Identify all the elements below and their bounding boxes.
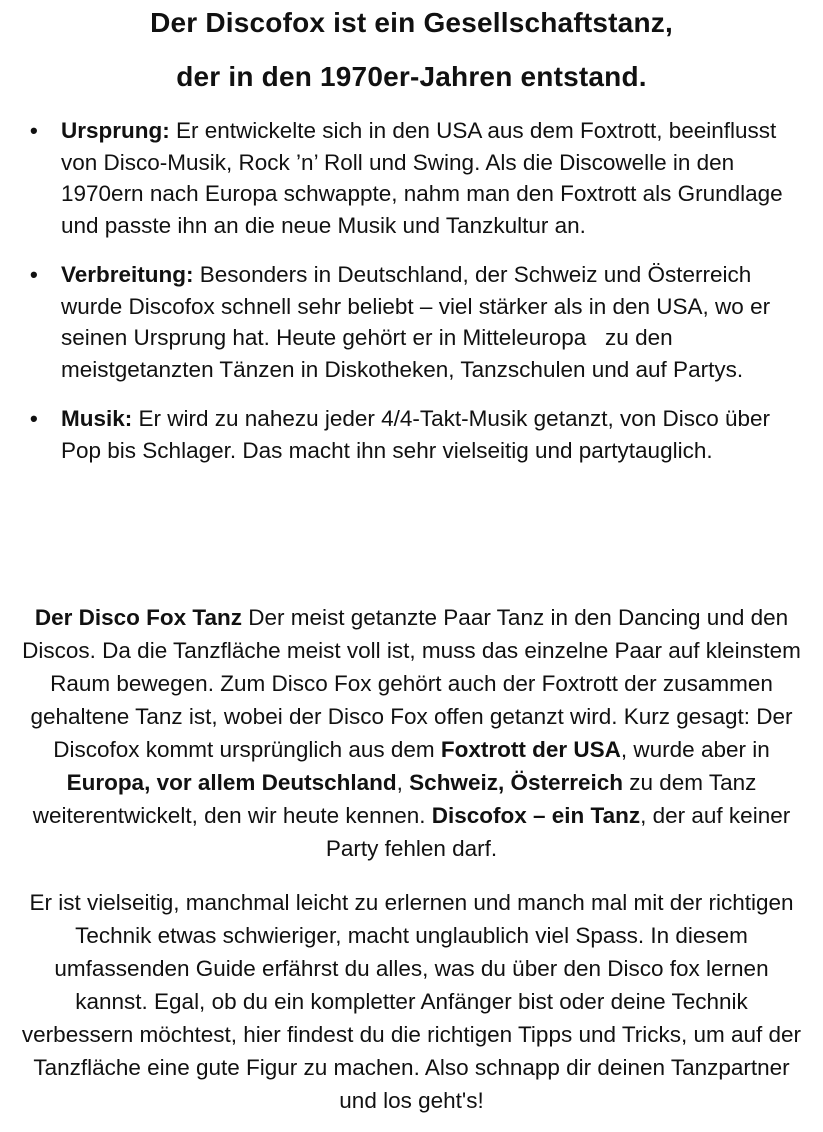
heading-line-1: Der Discofox ist ein Gesellschaftstanz, (150, 7, 673, 38)
paragraph-text: , (396, 770, 410, 795)
heading-line-2: der in den 1970er-Jahren entstand. (176, 61, 647, 92)
bold-phrase: Der Disco Fox Tanz (34, 605, 242, 630)
paragraph-disco-fox-tanz (20, 601, 803, 865)
bullet-text: Er wird zu nahezu jeder 4/4-Takt-Musik getanzt, von Disco über Pop bis Schlager. Das macht ihn sehr vielseitig und partytauglich. (61, 406, 771, 463)
bullet-list (30, 115, 810, 484)
bold-phrase: Foxtrott der USA (440, 737, 621, 762)
bullet-marker: • (30, 406, 38, 431)
bullet-item-ursprung (30, 115, 810, 241)
bullet-label: Musik: (61, 406, 133, 431)
bullet-text: Er entwickelte sich in den USA aus dem Foxtrott, beeinflusst von Disco-Musik, Rock ’n’ Roll und Swing. Als die Discowelle in den 1970ern nach Europa schwappte, nahm man den Foxtrott als Grundlage und passte ihn an die neue Musik und Tanzkultur an. (61, 118, 783, 238)
bold-phrase: Europa, vor allem Deutschland (66, 770, 397, 795)
bullet-label: Verbreitung: (61, 262, 194, 287)
bold-phrase: Discofox – ein Tanz (431, 803, 641, 828)
paragraph-guide: Er ist vielseitig, manchmal leicht zu erlernen und manch mal mit der richtigen Technik etwas schwieriger, macht unglaublich viel Spass. In diesem umfassenden Guide erfährst du alles, was du über den Disco fox lernen kannst. Egal, ob du ein kompletter Anfänger bist oder deine Technik verbessern möchtest, hier findest du die richtigen Tipps und Tricks, um auf der Tanzfläche eine gute Figur zu machen. Also schnapp dir deinen Tanzpartner und los geht's! (21, 890, 802, 1113)
bullet-marker: • (30, 118, 38, 143)
bullet-text: Besonders in Deutschland, der Schweiz und Österreich wurde Discofox schnell sehr beliebt – viel stärker als in den USA, wo er seinen Ursprung hat. Heute gehört er in Mitteleuropa zu den meistgetanzten Tänzen in Diskotheken, Tanzschulen und auf Partys. (61, 262, 777, 382)
paragraph-text: , wurde aber in (620, 737, 770, 762)
bullet-marker: • (30, 262, 38, 287)
bullet-label: Ursprung: (61, 118, 170, 143)
paragraph-text: Der meist getanzte Paar Tanz in den Dancing und den Discos. Da die Tanzfläche meist voll ist, muss das einzelne Paar auf kleinstem Raum bewegen. Zum Disco Fox gehört auch der Foxtrott der zusammen gehaltene Tanz ist, wobei der Disco Fox offen getanzt wird. Kurz gesagt: Der Discofox kommt ursprünglich aus dem (22, 605, 801, 762)
paragraph-text: zu dem Tanz weiterentwickelt, den wir heute kennen. (32, 770, 757, 828)
bullet-item-verbreitung (30, 259, 810, 385)
paragraph-text: , der auf keiner Party fehlen darf. (325, 803, 791, 861)
bold-phrase: Schweiz, Österreich (409, 770, 624, 795)
bullet-item-musik (30, 403, 810, 466)
